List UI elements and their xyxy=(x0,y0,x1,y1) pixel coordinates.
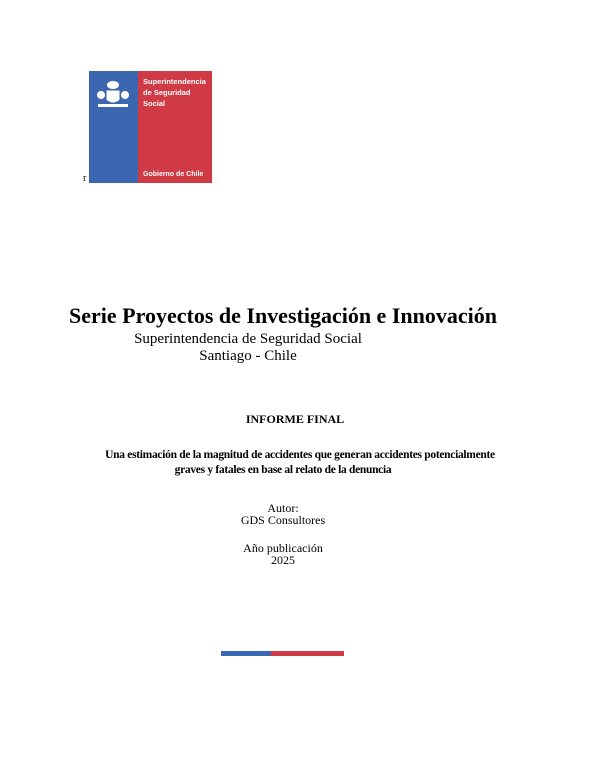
stray-character: r xyxy=(83,173,87,184)
logo-line-1: Superintendencia xyxy=(143,77,206,86)
logo-blue-panel xyxy=(89,71,138,183)
series-title: Serie Proyectos de Investigación e Innovación xyxy=(69,303,497,328)
institution-logo xyxy=(89,71,212,183)
report-title-line-2: graves y fatales en base al relato de la denuncia xyxy=(174,464,392,476)
report-type: INFORME FINAL xyxy=(245,412,345,426)
author-name: GDS Consultores xyxy=(240,513,326,527)
logo-red-panel xyxy=(138,71,212,183)
organization-name: Superintendencia de Seguridad Social xyxy=(134,331,362,347)
logo-government: Gobierno de Chile xyxy=(143,171,204,178)
bar-blue-segment xyxy=(221,651,271,656)
logo-institution-name xyxy=(143,76,206,109)
coat-of-arms-icon xyxy=(95,79,131,111)
location: Santiago - Chile xyxy=(199,348,297,364)
author-label: Autor: xyxy=(267,501,299,515)
logo-line-3: Social xyxy=(143,99,166,108)
logo-line-2: de Seguridad xyxy=(143,88,191,97)
decorative-color-bar xyxy=(221,651,344,656)
bar-red-segment xyxy=(271,651,344,656)
publication-year: 2025 xyxy=(271,553,295,567)
year-label: Año publicación xyxy=(243,541,323,555)
report-title-line-1: Una estimación de la magnitud de accidentes que generan accidentes potencialmente xyxy=(105,449,495,461)
